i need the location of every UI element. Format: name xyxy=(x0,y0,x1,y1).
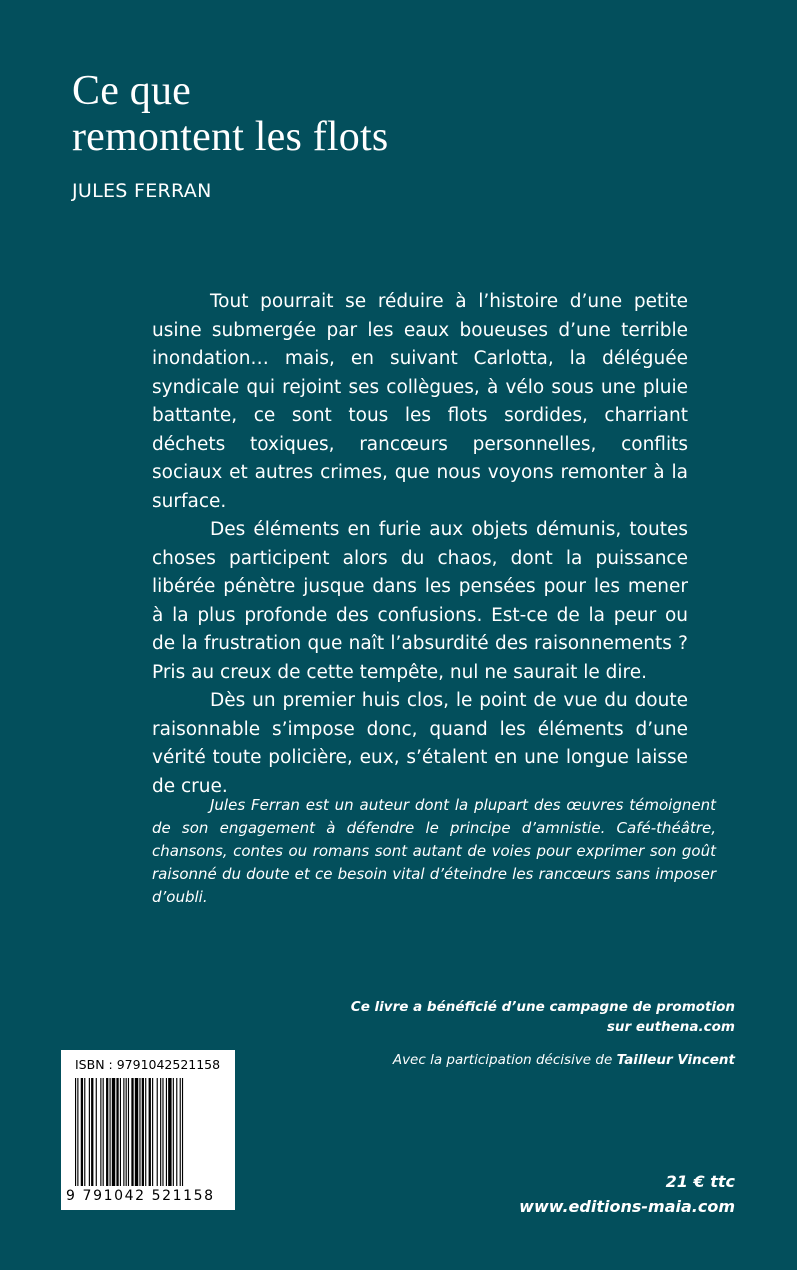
synopsis-paragraph: Des éléments en furie aux objets démunis, toutes choses participent alors du chaos, dont la puissance libérée pénètre jusque dans les pensées pour les mener à la plus profonde des confusions. Est-ce de la peur ou de la frustration que naît l’absurdité des raisonnements ? Pris au creux de cette tempête, nul ne saurait le dire. xyxy=(152,519,688,683)
synopsis xyxy=(152,288,688,801)
promotion-note xyxy=(315,997,735,1037)
barcode-digits: 9 791042 521158 xyxy=(66,1188,215,1204)
synopsis-paragraph: Tout pourrait se réduire à l’histoire d’une petite usine submergée par les eaux boueuses d’une terrible inondation… mais, en suivant Carlotta, la déléguée syndicale qui rejoint ses collègues, à vélo sous une pluie battante, ce sont tous les flots sordides, charriant déchets toxiques, rancœurs personnelles, conflits sociaux et autres crimes, que nous voyons remonter à la surface. xyxy=(152,291,688,512)
isbn-label: ISBN : 9791042521158 xyxy=(75,1057,221,1072)
participation-note xyxy=(315,1050,735,1070)
participant-name: Tailleur Vincent xyxy=(616,1052,735,1068)
author-bio: Jules Ferran est un auteur dont la plupart des œuvres témoignent de son engagement à défendre le principe d’amnistie. Café-théâtre, chansons, contes ou romans sont autant de voies pour exprimer son goût raisonné du doute et ce besoin vital d’éteindre les rancœurs sans imposer d’oubli. xyxy=(152,796,716,906)
book-title xyxy=(72,68,388,160)
promotion-line-2: sur euthena.com xyxy=(606,1019,735,1035)
barcode-box xyxy=(61,1050,235,1210)
barcode-icon xyxy=(75,1078,223,1186)
synopsis-paragraph: Dès un premier huis clos, le point de vue du doute raisonnable s’impose donc, quand les éléments d’une vérité toute policière, eux, s’étalent en une longue laisse de crue. xyxy=(152,690,688,797)
book-title-line-1: Ce que xyxy=(72,68,191,114)
book-title-line-2: remontent les flots xyxy=(72,114,389,160)
author-name: JULES FERRAN xyxy=(72,180,212,202)
participation-prefix: Avec la participation décisive de xyxy=(392,1052,613,1068)
price: 21 € ttc xyxy=(665,1172,735,1191)
publisher-website: www.editions-maia.com xyxy=(519,1197,735,1216)
promotion-line-1: Ce livre a bénéficié d’une campagne de promotion xyxy=(350,999,735,1015)
